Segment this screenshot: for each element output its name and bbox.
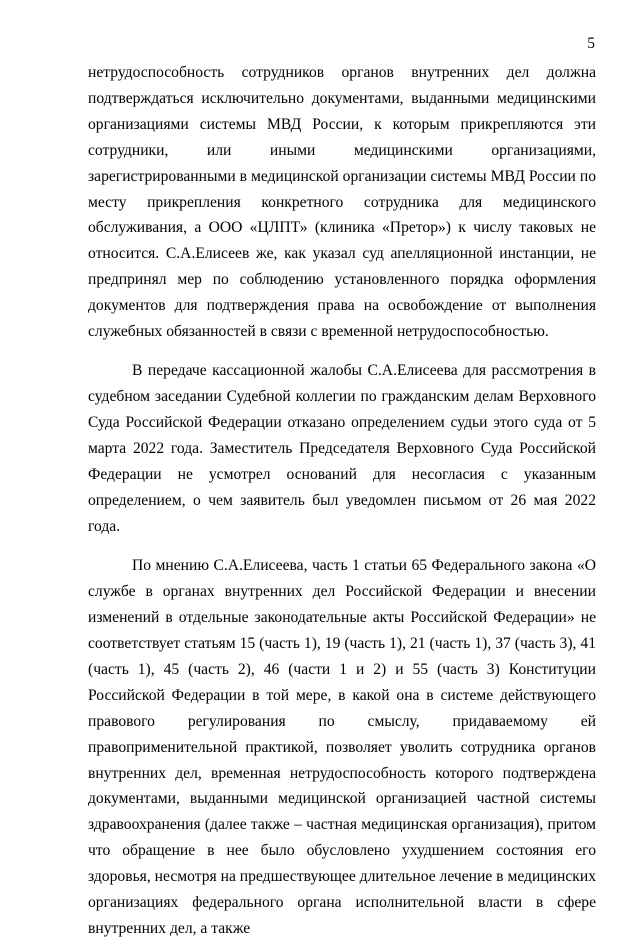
paragraph-gap [88,540,596,554]
paragraph-gap [88,345,596,359]
paragraph-2: В передаче кассационной жалобы С.А.Елисеева для рассмотрения в судебном заседании Судебной коллегии по гражданским делам Верховного Суда Российской Федерации отказано определением судьи этого суда от 5 марта 2022 года. Заместитель Председателя Верховного Суда Российской Федерации не усмотрел оснований для несогласия с указанным определением, о чем заявитель был уведомлен письмом от 26 мая 2022 года. [88,362,596,535]
paragraph-3: По мнению С.А.Елисеева, часть 1 статьи 65 Федерального закона «О службе в органах внутренних дел Российской Федерации и внесении изменений в отдельные законодательные акты Российской Федерации» не соответствует статьям 15 (часть 1), 19 (часть 1), 21 (часть 1), 37 (часть 3), 41 (часть 1), 45 (часть 2), 46 (части 1 и 2) и 55 (часть 3) Конституции Российской Федерации в той мере, в какой она в системе действующего правового регулирования по смыслу, придаваемому ей правоприменительной практикой, позволяет уволить сотрудника органов внутренних дел, временная нетрудоспособность которого подтверждена документами, выданными медицинской организацией частной системы здравоохранения (далее также – частная медицинская организация), притом что обращение в нее было обусловлено ухудшением состояния его здоровья, несмотря на предшествующее длительное лечение в медицинских организациях федерального органа исполнительной власти в сфере внутренних дел, а также [88,557,596,937]
document-body [88,60,596,942]
paragraph-1: нетрудоспособность сотрудников органов внутренних дел должна подтверждаться исключительно документами, выданными медицинскими организациями системы МВД России, к которым прикрепляются эти сотрудники, или иными медицинскими организациями, зарегистрированными в медицинской организации системы МВД России по месту прикрепления конкретного сотрудника для медицинского обслуживания, а ООО «ЦЛПТ» (клиника «Претор») к числу таковых не относится. С.А.Елисеев же, как указал суд апелляционной инстанции, не предпринял мер по соблюдению установленного порядка оформления документов для подтверждения права на освобождение от выполнения служебных обязанностей в связи с временной нетрудоспособностью. [88,64,596,341]
page-number: 5 [587,35,595,52]
